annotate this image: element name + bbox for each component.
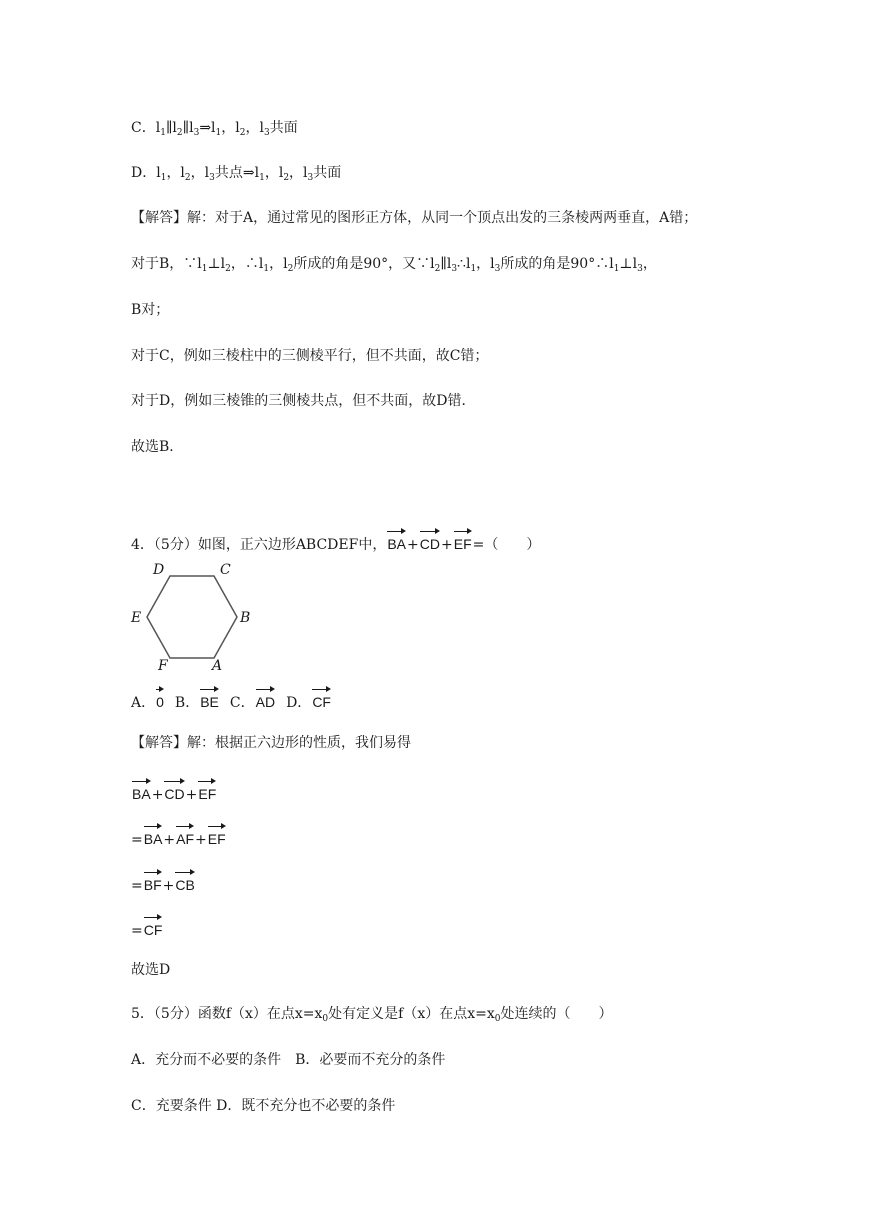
q4-option-b: B．BE [175,695,220,711]
q3-answer-c: 对于C，例如三棱柱中的三侧棱平行，但不共面，故C错； [131,348,489,364]
q4-option-d: D．CF [286,695,332,711]
hexagon-figure [128,556,258,674]
vertex-label-c: C [220,562,231,578]
q4-options [131,687,332,713]
vector-ef: EF [198,779,216,805]
q4-step-1: BA+CD+EF [131,779,217,805]
vector-be: BE [200,687,219,713]
vertex-label-f: F [158,658,168,674]
q3-option-c: C．$l_1\parallel l_2\parallel l_3\Rightarrow l_1$，$l_2$，$l_3$共面 [131,120,298,138]
q4-option-c: C．AD [230,695,276,711]
q3-answer-b-cont: B对； [131,302,170,318]
q4-conclusion: 故选D [131,962,171,978]
vector-af: AF [176,824,194,850]
q3-answer-b: 对于B，$\because l_1\perp l_2$，$\therefore l_1$，$l_2$所成的角是90°，又$\because l_2\parallel l_3\therefore l_1$，$l_3$所成的角是$90^\circ\therefore l_1\perp l_3$， [131,256,657,274]
vector-cf: CF [144,915,163,941]
vertex-label-e: E [131,610,142,626]
q5-stem: 5．（5分）函数f（x）在点$x=x_0$处有定义是f（x）在点$x=x_0$处连续的（ ） [131,1006,613,1024]
vector-ef: EF [208,824,226,850]
q3-option-d: D．$l_1$，$l_2$，$l_3$共点$\Rightarrow l_1$，$l_2$，$l_3$共面 [131,165,342,183]
q4-stem: 4．（5分）如图，正六边形ABCDEF中，BA+CD+EF=（ ） [131,529,540,555]
vector-ba: BA [144,824,163,850]
q4-step-2: =BA+AF+EF [131,824,227,850]
q4-answer-intro: 【解答】解：根据正六边形的性质，我们易得 [131,735,411,751]
vector-cd: CD [420,529,440,555]
vector-cd: CD [164,779,184,805]
vector-ef: EF [454,529,472,555]
hexagon-shape [147,576,237,658]
vector-cf: CF [312,687,331,713]
q4-step-4: =CF [131,915,163,941]
vector-ad: AD [256,687,275,713]
vector-ba: BA [132,779,151,805]
q4-option-a: A．0 [131,695,165,711]
vertex-label-d: D [153,562,165,578]
q5-options-ab: A．充分而不必要的条件 B．必要而不充分的条件 [131,1052,446,1068]
q5-options-cd: C．充要条件 D．既不充分也不必要的条件 [131,1098,396,1114]
q3-answer-a: 【解答】解：对于A，通过常见的图形正方体，从同一个顶点出发的三条棱两两垂直，A错； [131,210,698,226]
q3-conclusion: 故选B． [131,439,184,455]
vector-cb: CB [175,870,194,896]
vector-bf: BF [144,870,162,896]
vector-ba: BA [387,529,406,555]
q3-answer-d: 对于D，例如三棱锥的三侧棱共点，但不共面，故D错． [131,393,476,409]
vector-zero: 0 [156,687,164,713]
q4-step-3: =BF+CB [131,870,196,896]
vertex-label-a: A [212,658,223,674]
vertex-label-b: B [240,610,251,626]
